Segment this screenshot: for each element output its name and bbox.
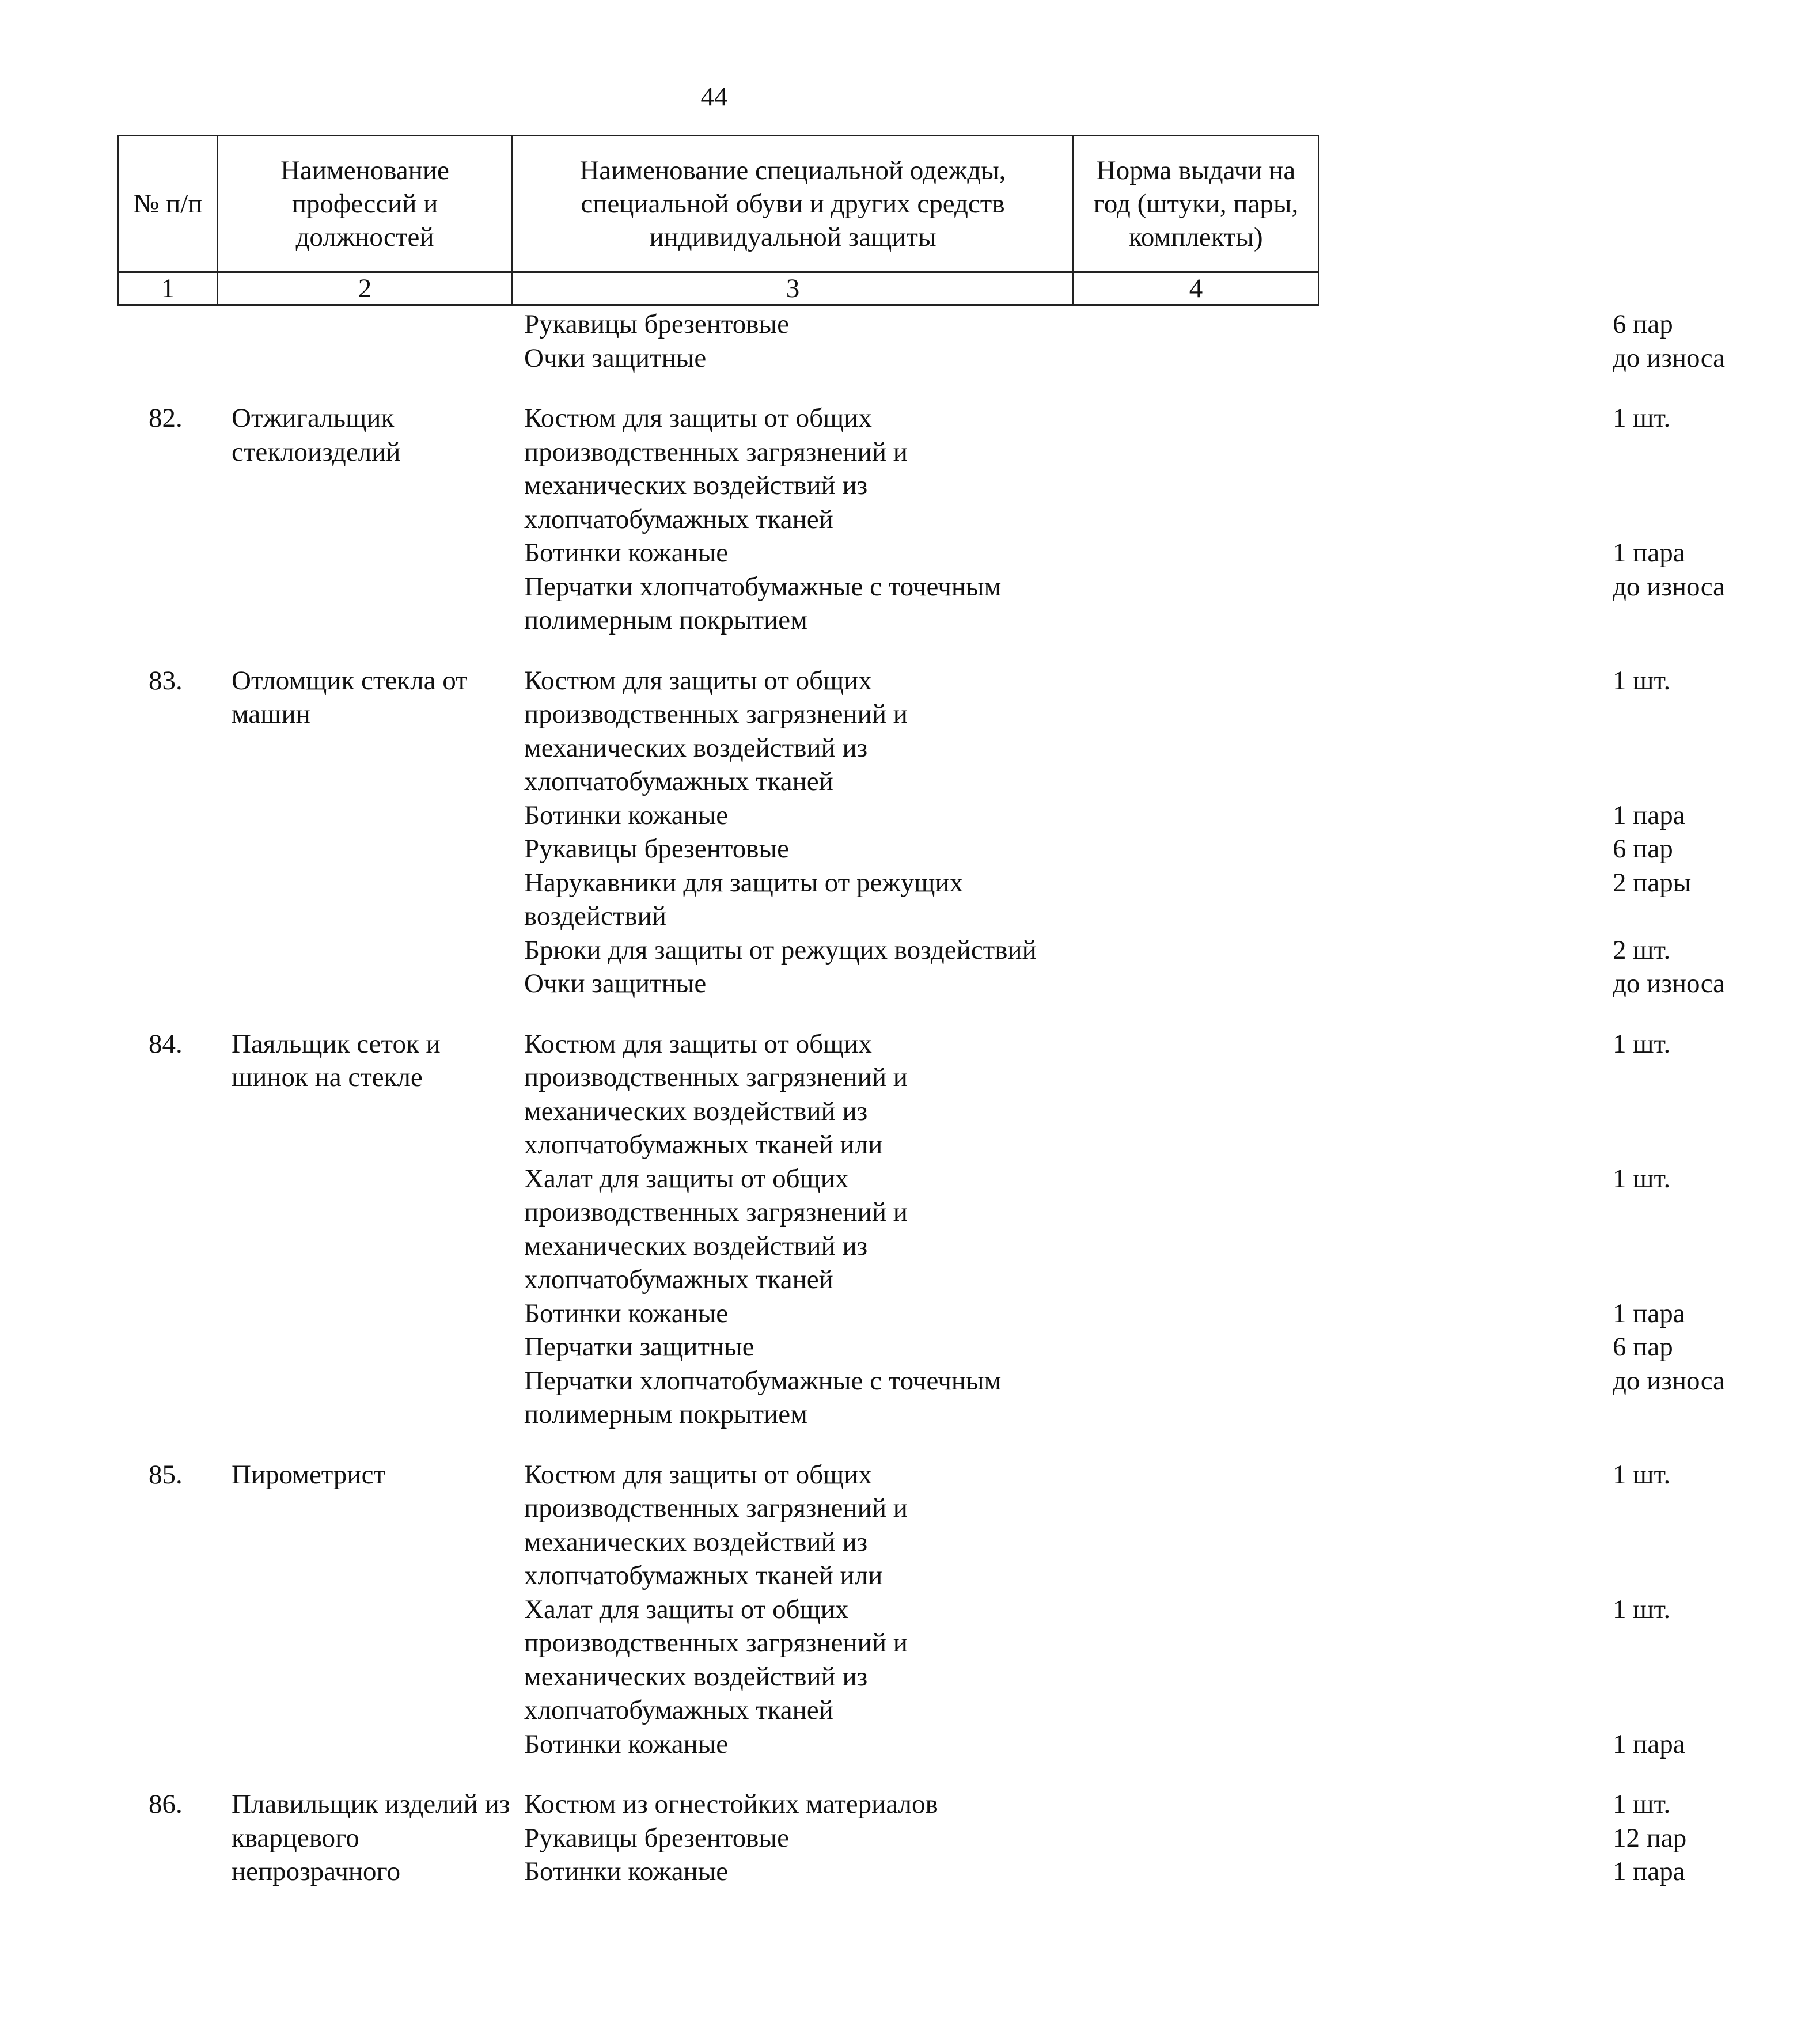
row-number: 83. (149, 665, 183, 696)
column-number-2: 2 (218, 272, 513, 305)
equipment-name: Перчатки хлопчатобумажные с точечным полимерным покрытием (524, 571, 1002, 635)
equipment-item (524, 1458, 1671, 1593)
column-number-4: 4 (1074, 272, 1319, 305)
equipment-name: Ботинки кожаные (524, 538, 729, 568)
equipment-norm: 2 шт. (1613, 935, 1671, 965)
equipment-item (524, 1855, 1685, 1889)
table-row (0, 664, 1725, 1001)
profession-name: Пирометрист (232, 1459, 385, 1490)
equipment-norm: 1 шт. (1613, 1594, 1671, 1624)
table-header (117, 135, 1320, 306)
equipment-norm: 1 пара (1613, 538, 1685, 568)
table-row (0, 401, 1725, 637)
equipment-name: Брюки для защиты от режущих воздействий (524, 935, 1037, 965)
equipment-item (524, 1787, 1671, 1821)
equipment-norm: 1 шт. (1613, 1028, 1671, 1059)
profession-name: Отжигальщик стеклоизделий (232, 403, 401, 467)
table-body (0, 307, 1725, 1889)
equipment-item (524, 1297, 1685, 1331)
equipment-item (524, 1027, 1671, 1162)
equipment-item (524, 1330, 1673, 1364)
equipment-norm: до износа (1613, 571, 1725, 602)
equipment-name: Костюм для защиты от общих производственных загрязнений и механических воздействий из хлопчатобумажных тканей (524, 665, 908, 796)
profession-name: Паяльщик сеток и шинок на стекле (232, 1028, 441, 1092)
equipment-item (524, 664, 1671, 799)
equipment-norm: 6 пар (1613, 1332, 1673, 1362)
table-row (0, 1027, 1725, 1432)
equipment-item (524, 933, 1671, 967)
equipment-item (524, 832, 1673, 866)
row-number: 85. (149, 1459, 183, 1490)
equipment-name: Костюм для защиты от общих производственных загрязнений и механических воздействий из хлопчатобумажных тканей или (524, 1459, 908, 1590)
equipment-name: Рукавицы брезентовые (524, 1822, 789, 1853)
equipment-name: Ботинки кожаные (524, 1729, 729, 1759)
equipment-item (524, 536, 1685, 570)
page-number: 44 (700, 82, 728, 112)
equipment-item (524, 1162, 1671, 1297)
equipment-name: Халат для защиты от общих производственных загрязнений и механических воздействий из хлопчатобумажных тканей (524, 1163, 908, 1294)
equipment-norm: 6 пар (1613, 834, 1673, 864)
table-header-row (119, 136, 1319, 272)
continuation-entry (0, 307, 1725, 375)
equipment-name: Ботинки кожаные (524, 800, 729, 830)
row-number: 84. (149, 1028, 183, 1059)
equipment-name: Перчатки защитные (524, 1332, 754, 1362)
equipment-norm: 12 пар (1613, 1822, 1687, 1853)
equipment-item (524, 799, 1685, 833)
column-header-profession: Наименование профессий и должностей (218, 136, 513, 272)
row-number: 82. (149, 403, 183, 433)
equipment-name: Ботинки кожаные (524, 1856, 729, 1886)
equipment-item (524, 307, 1673, 341)
equipment-item (524, 1364, 1725, 1432)
column-number-row (119, 272, 1319, 305)
equipment-name: Халат для защиты от общих производственных загрязнений и механических воздействий из хлопчатобумажных тканей (524, 1594, 908, 1725)
equipment-name: Костюм для защиты от общих производственных загрязнений и механических воздействий из хлопчатобумажных тканей или (524, 1028, 908, 1160)
equipment-norm: 1 шт. (1613, 665, 1671, 696)
equipment-name: Рукавицы брезентовые (524, 834, 789, 864)
equipment-name: Очки защитные (524, 969, 707, 998)
equipment-norm: 2 пары (1613, 867, 1692, 898)
column-number-1: 1 (119, 272, 218, 305)
table-row (0, 1458, 1685, 1761)
column-header-equipment: Наименование специальной одежды, специальной обуви и других средств индивидуальной защиты (513, 136, 1074, 272)
equipment-name: Рукавицы брезентовые (524, 309, 789, 339)
equipment-item (524, 1821, 1687, 1855)
equipment-norm: до износа (1613, 343, 1725, 373)
equipment-item (524, 570, 1725, 637)
equipment-norm: 6 пар (1613, 309, 1673, 339)
column-header-norm: Норма выдачи на год (штуки, пары, комплекты) (1074, 136, 1319, 272)
table-row (0, 1787, 1687, 1889)
equipment-name: Нарукавники для защиты от режущих воздействий (524, 867, 964, 931)
equipment-item (524, 1593, 1671, 1727)
equipment-norm: 1 шт. (1613, 403, 1671, 433)
equipment-norm: 1 шт. (1613, 1459, 1671, 1490)
equipment-name: Ботинки кожаные (524, 1298, 729, 1328)
equipment-norm: до износа (1613, 1365, 1725, 1396)
equipment-item (524, 401, 1671, 536)
profession-name: Отломщик стекла от машин (232, 665, 468, 729)
equipment-norm: 1 пара (1613, 800, 1685, 830)
profession-name: Плавильщик изделий из кварцевого непрозрачного (232, 1789, 510, 1886)
equipment-name: Костюм для защиты от общих производственных загрязнений и механических воздействий из хлопчатобумажных тканей (524, 403, 908, 534)
equipment-name: Перчатки хлопчатобумажные с точечным полимерным покрытием (524, 1365, 1002, 1429)
equipment-norm: 1 пара (1613, 1298, 1685, 1328)
equipment-norm: до износа (1613, 969, 1725, 998)
equipment-name: Очки защитные (524, 343, 707, 373)
equipment-item (524, 866, 1692, 933)
equipment-norm: 1 шт. (1613, 1789, 1671, 1819)
equipment-item (524, 967, 1725, 1001)
equipment-name: Костюм из огнестойких материалов (524, 1789, 938, 1819)
equipment-norm: 1 шт. (1613, 1163, 1671, 1194)
row-number: 86. (149, 1789, 183, 1819)
equipment-item (524, 1727, 1685, 1761)
equipment-item (524, 341, 1725, 375)
column-number-3: 3 (513, 272, 1074, 305)
equipment-norm: 1 пара (1613, 1729, 1685, 1759)
column-header-number: № п/п (119, 136, 218, 272)
equipment-norm: 1 пара (1613, 1856, 1685, 1886)
